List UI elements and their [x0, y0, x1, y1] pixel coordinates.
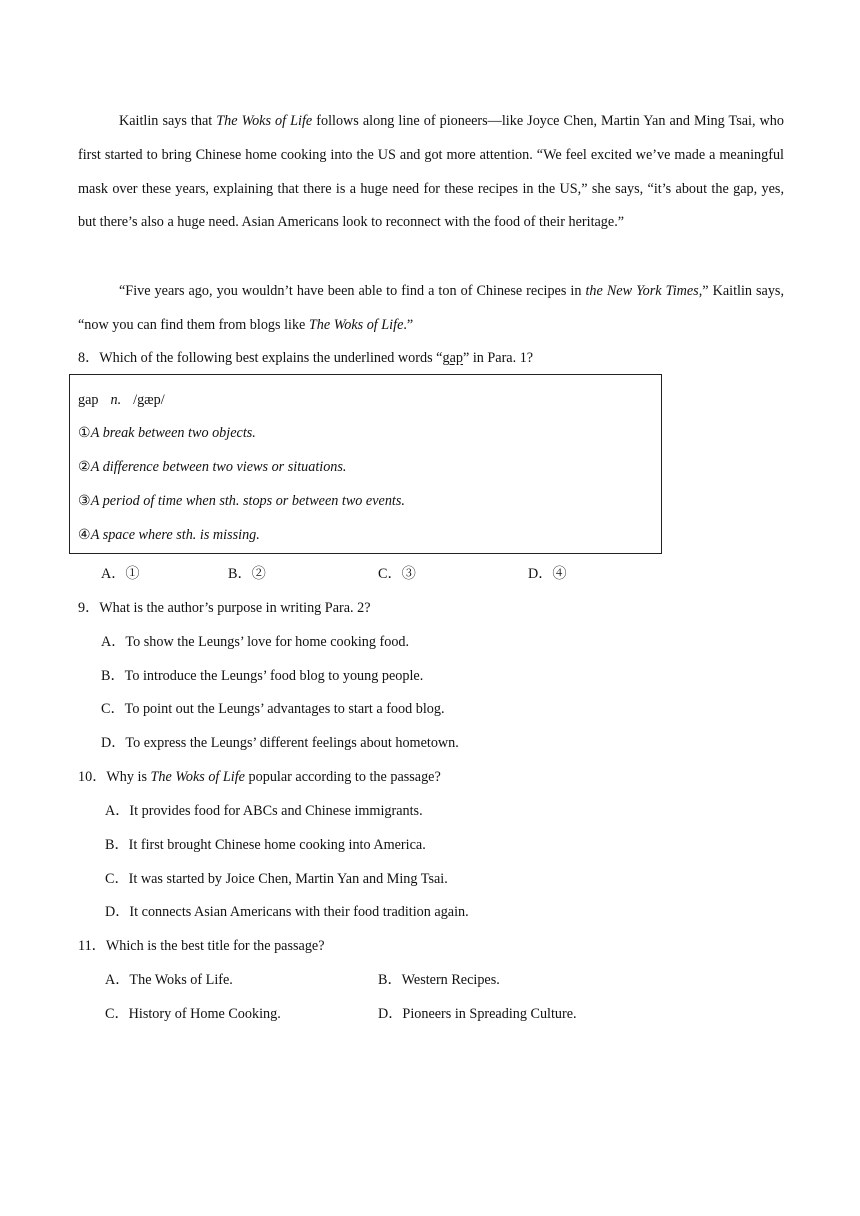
p2-blog-title: The Woks of Life	[308, 316, 404, 333]
dictionary-definition-1: ①A break between two objects.	[78, 425, 256, 441]
dictionary-definition-2: ②A difference between two views or situations.	[78, 459, 347, 475]
question-9-option-d: D．To express the Leungs’ different feelings about hometown.	[101, 735, 459, 751]
question-11-option-c: C．History of Home Cooking.	[105, 1006, 281, 1022]
question-8-option-b: B．②	[228, 566, 266, 582]
passage-paragraph-1	[78, 105, 784, 240]
question-10-option-b: B．It first brought Chinese home cooking into America.	[105, 837, 426, 853]
question-8-stem: 8．Which of the following best explains the underlined words “gap” in Para. 1?	[78, 350, 534, 366]
p2-newspaper-title: the New York Times	[585, 283, 699, 299]
question-8-option-d: D．④	[528, 566, 567, 582]
p2-text-3: .”	[403, 316, 414, 333]
question-10-option-c: C．It was started by Joice Chen, Martin Yan and Ming Tsai.	[105, 871, 448, 887]
question-10-blog-title: The Woks of Life	[150, 769, 245, 785]
question-9-option-c: C．To point out the Leungs’ advantages to start a food blog.	[101, 701, 445, 717]
p1-text-2: follows along line of pioneers—like Joyce Chen, Martin Yan and Ming Tsai, who first started to bring Chinese home cooking into the US and got more attention. “We feel excited we’ve made a meaningful mask over these years, explaining that there is a huge need for these recipes in the US,” she says, “it’s about the gap, yes, but there’s also a huge need. Asian Americans look to reconnect with the food of their heritage.”	[78, 113, 784, 231]
question-11-option-d: D．Pioneers in Spreading Culture.	[378, 1006, 577, 1022]
question-9-option-b: B．To introduce the Leungs’ food blog to young people.	[101, 668, 424, 684]
p1-text-1: Kaitlin says that	[119, 113, 217, 129]
question-10-stem: 10．Why is The Woks of Life popular according to the passage?	[78, 769, 441, 785]
dictionary-entry-box	[69, 374, 662, 554]
question-9-stem: 9．What is the author’s purpose in writing Para. 2?	[78, 600, 371, 616]
dictionary-headword: gap n. /gæp/	[78, 392, 165, 408]
question-11-option-b: B．Western Recipes.	[378, 972, 500, 988]
question-9-option-a: A．To show the Leungs’ love for home cooking food.	[101, 634, 410, 650]
question-10-option-d: D．It connects Asian Americans with their food tradition again.	[105, 904, 469, 920]
p2-text-2: ,” Kaitlin says, “now you can find them from blogs like	[78, 283, 785, 333]
question-10-option-a: A．It provides food for ABCs and Chinese immigrants.	[105, 803, 423, 819]
dictionary-definition-4: ④A space where sth. is missing.	[78, 527, 260, 543]
question-8-option-a: A．①	[101, 566, 140, 582]
question-11-stem: 11．Which is the best title for the passage?	[78, 938, 325, 954]
question-8-option-c: C．③	[378, 566, 416, 582]
dictionary-definition-3: ③A period of time when sth. stops or between two events.	[78, 493, 405, 509]
underlined-word-gap: gap	[442, 350, 463, 366]
p1-blog-title: The Woks of Life	[216, 113, 313, 129]
question-11-option-a: A．The Woks of Life.	[105, 972, 233, 988]
passage-paragraph-2	[78, 275, 784, 343]
p2-text-1: “Five years ago, you wouldn’t have been able to find a ton of Chinese recipes in	[119, 283, 586, 299]
